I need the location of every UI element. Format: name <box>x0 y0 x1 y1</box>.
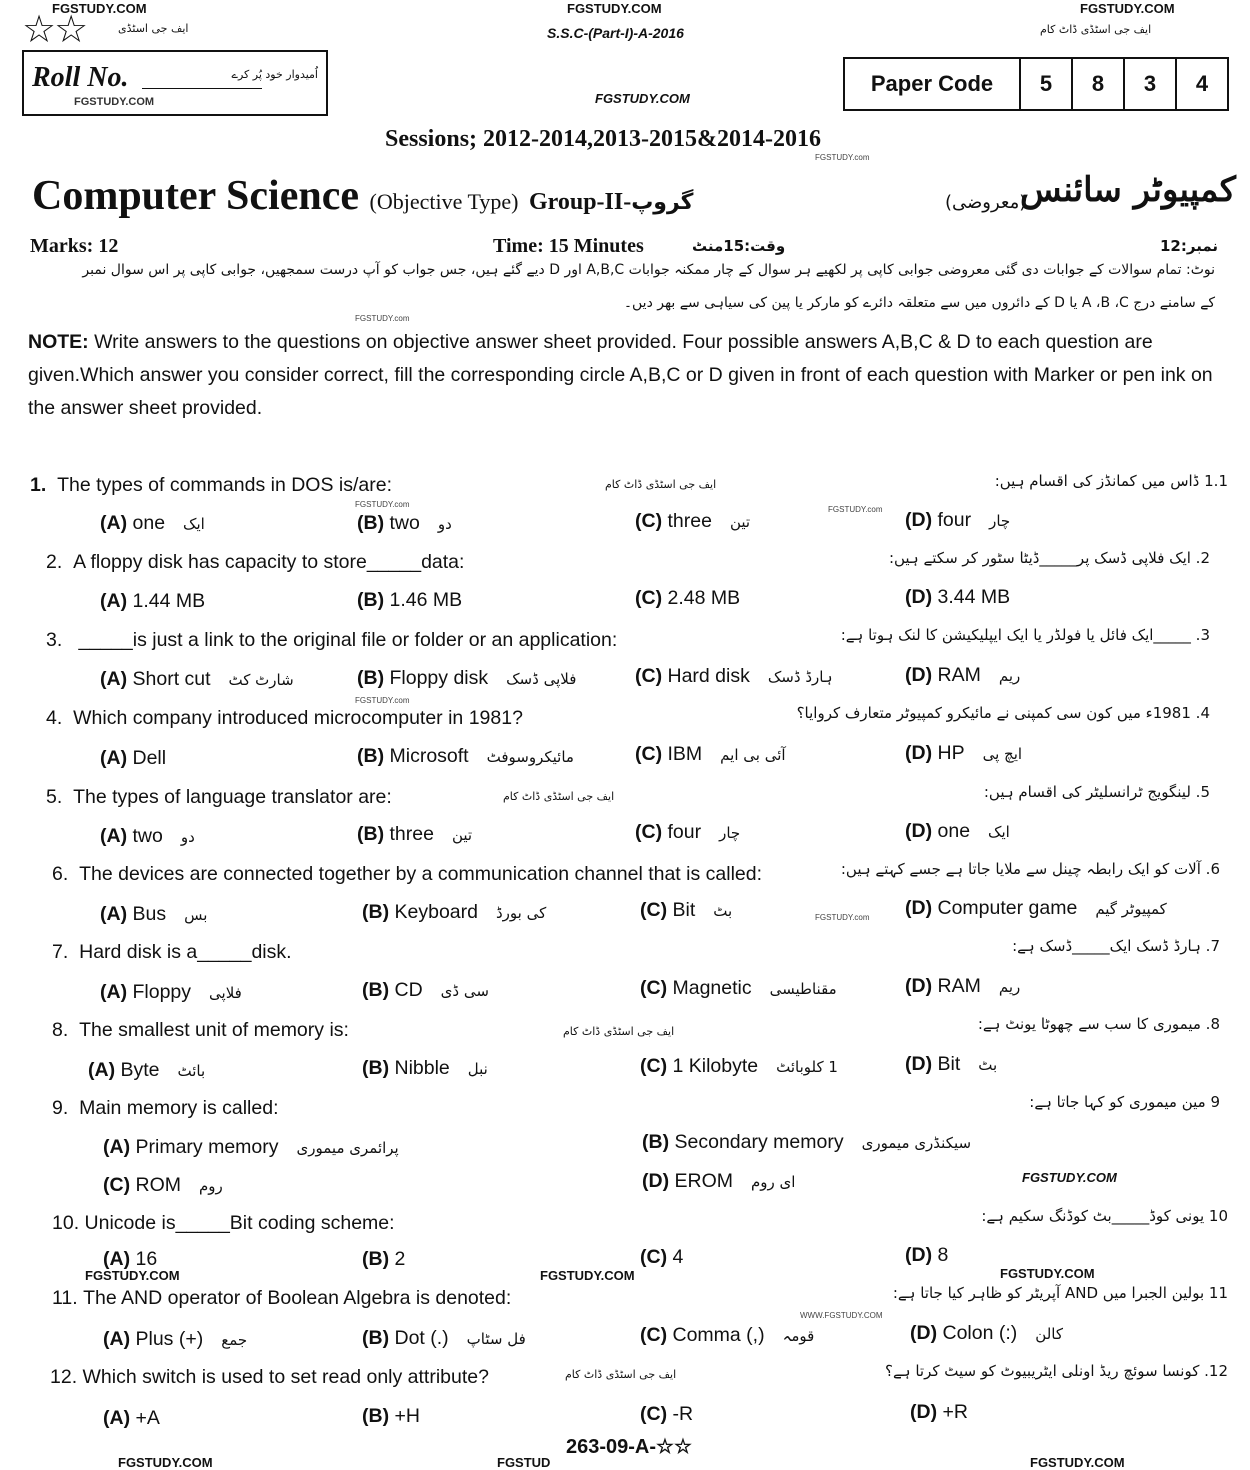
roll-number-label: Roll No. <box>32 62 129 93</box>
question-5: 5. The types of language translator are: <box>46 786 392 808</box>
watermark-urdu: ایف جی اسٹڈی ڈاٹ کام <box>503 790 615 803</box>
note-urdu-line2: کے سامنے درج A ،B ،C یا D کے دائروں میں سے متعلقہ دائرے کو مارکر یا پین کی سیاہی سے بھر دیں۔ <box>623 295 1215 311</box>
question-7-urdu: 7. ہارڈ ڈسک ایک_____ڈسک ہے: <box>1012 937 1220 955</box>
title-group: Group-II- <box>528 189 632 215</box>
option-1d[interactable]: (D) four چار <box>905 509 1011 531</box>
watermark-small: FGSTUDY.com <box>355 500 410 509</box>
option-3d[interactable]: (D) RAM ریم <box>905 664 1021 686</box>
watermark-right: FGSTUDY.COM <box>1000 1266 1095 1281</box>
question-12-urdu: 12. کونسا سوئچ ریڈ اونلی ایٹریبیوٹ کو سیٹ کرتا ہے؟ <box>885 1362 1228 1380</box>
watermark-center: FGSTUDY.COM <box>540 1268 635 1283</box>
note-english <box>28 326 1228 425</box>
option-4b[interactable]: (B) Microsoft مائیکروسوفٹ <box>357 745 574 767</box>
option-6a[interactable]: (A) Bus بس <box>100 903 208 925</box>
footer-code: 263-09-A-☆☆ <box>566 1436 692 1458</box>
option-9c[interactable]: (C) ROM روم <box>103 1174 223 1196</box>
option-2d[interactable]: (D) 3.44 MB <box>905 586 1011 608</box>
watermark-urdu: ایف جی اسٹڈی ڈاٹ کام <box>565 1368 677 1381</box>
watermark-footer-center: FGSTUD <box>497 1455 551 1470</box>
question-1-urdu: 1.1 ڈاس میں کمانڈز کی اقسام ہیں: <box>994 472 1228 490</box>
option-12c[interactable]: (C) -R <box>640 1403 694 1425</box>
option-7b[interactable]: (B) CD سی ڈی <box>362 979 489 1001</box>
watermark-urdu: ایف جی اسٹڈی ڈاٹ کام <box>605 478 717 491</box>
question-12: 12. Which switch is used to set read only attribute? <box>50 1366 489 1388</box>
watermark-small: FGSTUDY.com <box>355 314 410 323</box>
watermark-mid-center: FGSTUDY.COM <box>595 91 690 106</box>
option-12d[interactable]: (D) +R <box>910 1401 968 1423</box>
option-3a[interactable]: (A) Short cut شارٹ کٹ <box>100 668 294 690</box>
marks-urdu: نمبر:12 <box>1160 237 1219 255</box>
option-5a[interactable]: (A) two دو <box>100 825 195 847</box>
question-6-urdu: 6. آلات کو ایک رابطہ چینل سے ملایا جاتا ہے جسے کہتے ہیں: <box>840 860 1220 878</box>
paper-code-digit: 4 <box>1175 59 1227 109</box>
star-icons: ☆☆ <box>22 7 87 51</box>
option-8c[interactable]: (C) 1 Kilobyte 1 کلوبائٹ <box>640 1055 838 1077</box>
question-8-urdu: 8. میموری کا سب سے چھوٹا یونٹ ہے: <box>977 1015 1220 1033</box>
option-1b[interactable]: (B) two دو <box>357 512 452 534</box>
footer-star-icons: ☆☆ <box>656 1436 692 1458</box>
title-text: Computer Science <box>32 173 359 219</box>
watermark-urdu: ایف جی اسٹڈی ڈاٹ کام <box>563 1025 675 1038</box>
option-2a[interactable]: (A) 1.44 MB <box>100 590 206 612</box>
time-label: Time: 15 Minutes <box>493 235 644 257</box>
watermark-small: FGSTUDY.com <box>815 153 870 162</box>
option-5c[interactable]: (C) four چار <box>635 821 741 843</box>
option-7a[interactable]: (A) Floppy فلاپی <box>100 981 242 1003</box>
option-7d[interactable]: (D) RAM ریم <box>905 975 1021 997</box>
paper-code-digit: 5 <box>1019 59 1071 109</box>
title-type: (Objective Type) <box>369 189 519 214</box>
paper-code-digit: 3 <box>1123 59 1175 109</box>
question-5-urdu: 5. لینگویج ٹرانسلیٹر کی اقسام ہیں: <box>983 783 1210 801</box>
option-9b[interactable]: (B) Secondary memory سیکنڈری میموری <box>642 1131 972 1153</box>
question-3: 3. _____is just a link to the original file or folder or an application: <box>46 629 618 651</box>
paper-code-table <box>843 57 1229 111</box>
option-9d[interactable]: (D) EROM ای روم <box>642 1170 796 1192</box>
roll-number-urdu: اُمیدوار خود پُر کرے <box>231 68 318 81</box>
paper-code-label: Paper Code <box>870 71 994 96</box>
watermark-www: WWW.FGSTUDY.COM <box>800 1311 883 1320</box>
urdu-title: کمپیوٹر سائنس <box>1020 170 1236 210</box>
stars-urdu-label: ایف جی اسٹڈی <box>118 22 189 35</box>
question-7: 7. Hard disk is a_____disk. <box>52 941 292 963</box>
question-3-urdu: 3. _____ایک فائل یا فولڈر یا ایک ایپلیکیشن کا لنک ہوتا ہے: <box>840 626 1210 644</box>
option-10a[interactable]: (A) 16 <box>103 1248 158 1270</box>
option-3b[interactable]: (B) Floppy disk فلاپی ڈسک <box>357 667 577 689</box>
option-11a[interactable]: (A) Plus (+) جمع <box>103 1328 248 1350</box>
option-2b[interactable]: (B) 1.46 MB <box>357 589 463 611</box>
option-8a[interactable]: (A) Byte بائٹ <box>88 1059 206 1081</box>
watermark-small: FGSTUDY.com <box>355 696 410 705</box>
note-urdu-line1: نوٹ: تمام سوالات کے جوابات دی گئی معروضی جوابی کاپی پر لکھیے ہر سوال کے چار ممکنہ جوابات A,B,C اور D دیے گئے ہیں، جس جواب کو آپ درست سمجھیں، جوابی کاپی پر اس سوال نمبر <box>82 262 1215 278</box>
option-6c[interactable]: (C) Bit بٹ <box>640 899 733 921</box>
option-2c[interactable]: (C) 2.48 MB <box>635 587 741 609</box>
option-1c[interactable]: (C) three تین <box>635 510 751 532</box>
option-4c[interactable]: (C) IBM آئی بی ایم <box>635 743 786 765</box>
marks-label: Marks: 12 <box>30 235 119 257</box>
option-10d[interactable]: (D) 8 <box>905 1244 949 1266</box>
option-10b[interactable]: (B) 2 <box>362 1248 406 1270</box>
watermark-footer-left: FGSTUDY.COM <box>118 1455 213 1470</box>
question-10: 10. Unicode is_____Bit coding scheme: <box>52 1212 395 1234</box>
option-4a[interactable]: (A) Dell <box>100 747 167 769</box>
sessions-line: Sessions; 2012-2014,2013-2015&2014-2016 <box>385 126 821 152</box>
option-3c[interactable]: (C) Hard disk ہارڈ ڈسک <box>635 665 833 687</box>
page-title <box>32 172 693 220</box>
option-11c[interactable]: (C) Comma (,) قومہ <box>640 1324 815 1346</box>
option-9a[interactable]: (A) Primary memory پرائمری میموری <box>103 1136 399 1158</box>
question-4-urdu: 4. 1981ء میں کون سی کمپنی نے مائیکرو کمپیوٹر متعارف کروایا؟ <box>796 704 1210 722</box>
roll-number-box <box>22 50 328 116</box>
title-group-urdu: گروپ <box>631 190 694 215</box>
option-8d[interactable]: (D) Bit بٹ <box>905 1053 998 1075</box>
option-5d[interactable]: (D) one ایک <box>905 820 1010 842</box>
watermark-roll-box: FGSTUDY.COM <box>74 96 155 108</box>
option-6d[interactable]: (D) Computer game کمپیوٹر گیم <box>905 897 1167 919</box>
option-10c[interactable]: (C) 4 <box>640 1246 684 1268</box>
watermark-footer-right: FGSTUDY.COM <box>1030 1455 1125 1470</box>
question-11: 11. The AND operator of Boolean Algebra is denoted: <box>52 1287 512 1309</box>
option-12b[interactable]: (B) +H <box>362 1405 420 1427</box>
option-11b[interactable]: (B) Dot (.) فل سٹاپ <box>362 1327 526 1349</box>
question-4: 4. Which company introduced microcomputer in 1981? <box>46 707 523 729</box>
watermark-left: FGSTUDY.COM <box>85 1268 180 1283</box>
question-6: 6. The devices are connected together by a communication channel that is called: <box>52 863 763 885</box>
option-5b[interactable]: (B) three تین <box>357 823 473 845</box>
question-9-urdu: 9 مین میموری کو کہا جاتا ہے: <box>1029 1093 1220 1111</box>
question-9: 9. Main memory is called: <box>52 1097 279 1119</box>
watermark-top-left: FGSTUDY.COM <box>52 1 147 16</box>
question-1: 1. The types of commands in DOS is/are: <box>30 474 392 496</box>
urdu-title-type: (معروضی) <box>945 192 1027 213</box>
roll-number-field[interactable] <box>142 88 262 89</box>
watermark-small: FGSTUDY.com <box>815 913 870 922</box>
question-11-urdu: 11 بولین الجبرا میں AND آپریٹر کو ظاہر کیا جاتا ہے: <box>892 1284 1228 1302</box>
option-1a[interactable]: (A) one ایک <box>100 512 205 534</box>
watermark-right: FGSTUDY.COM <box>1022 1170 1117 1185</box>
question-2-urdu: 2. ایک فلاپی ڈسک پر_____ڈیٹا سٹور کر سکتے ہیں: <box>888 549 1210 567</box>
time-urdu: وقت:15منٹ <box>692 237 786 255</box>
note-label: NOTE: <box>28 331 89 353</box>
option-4d[interactable]: (D) HP ایچ پی <box>905 742 1023 764</box>
option-11d[interactable]: (D) Colon (:) کالن <box>910 1322 1063 1344</box>
watermark-top-center: FGSTUDY.COM <box>567 1 662 16</box>
watermark-small: FGSTUDY.com <box>828 505 883 514</box>
watermark-urdu-right: ایف جی اسٹڈی ڈاٹ کام <box>1040 23 1152 36</box>
question-2: 2. A floppy disk has capacity to store_____data: <box>46 551 465 573</box>
option-8b[interactable]: (B) Nibble نبل <box>362 1057 488 1079</box>
option-7c[interactable]: (C) Magnetic مقناطیسی <box>640 977 837 999</box>
paper-code-digit: 8 <box>1071 59 1123 109</box>
question-10-urdu: 10 یونی کوڈ_____بٹ کوڈنگ سکیم ہے: <box>981 1207 1228 1225</box>
option-12a[interactable]: (A) +A <box>103 1407 160 1429</box>
option-6b[interactable]: (B) Keyboard کی بورڈ <box>362 901 547 923</box>
question-8: 8. The smallest unit of memory is: <box>52 1019 349 1041</box>
watermark-top-right: FGSTUDY.COM <box>1080 1 1175 16</box>
exam-code: S.S.C-(Part-I)-A-2016 <box>547 25 684 41</box>
note-text: Write answers to the questions on objective answer sheet provided. Four possible answers A,B,C & D to each question are given.Which answer you consider correct, fill the corresponding circle A,B,C or D given in front of each question with Marker or pen ink on the answer sheet provided. <box>28 331 1213 419</box>
